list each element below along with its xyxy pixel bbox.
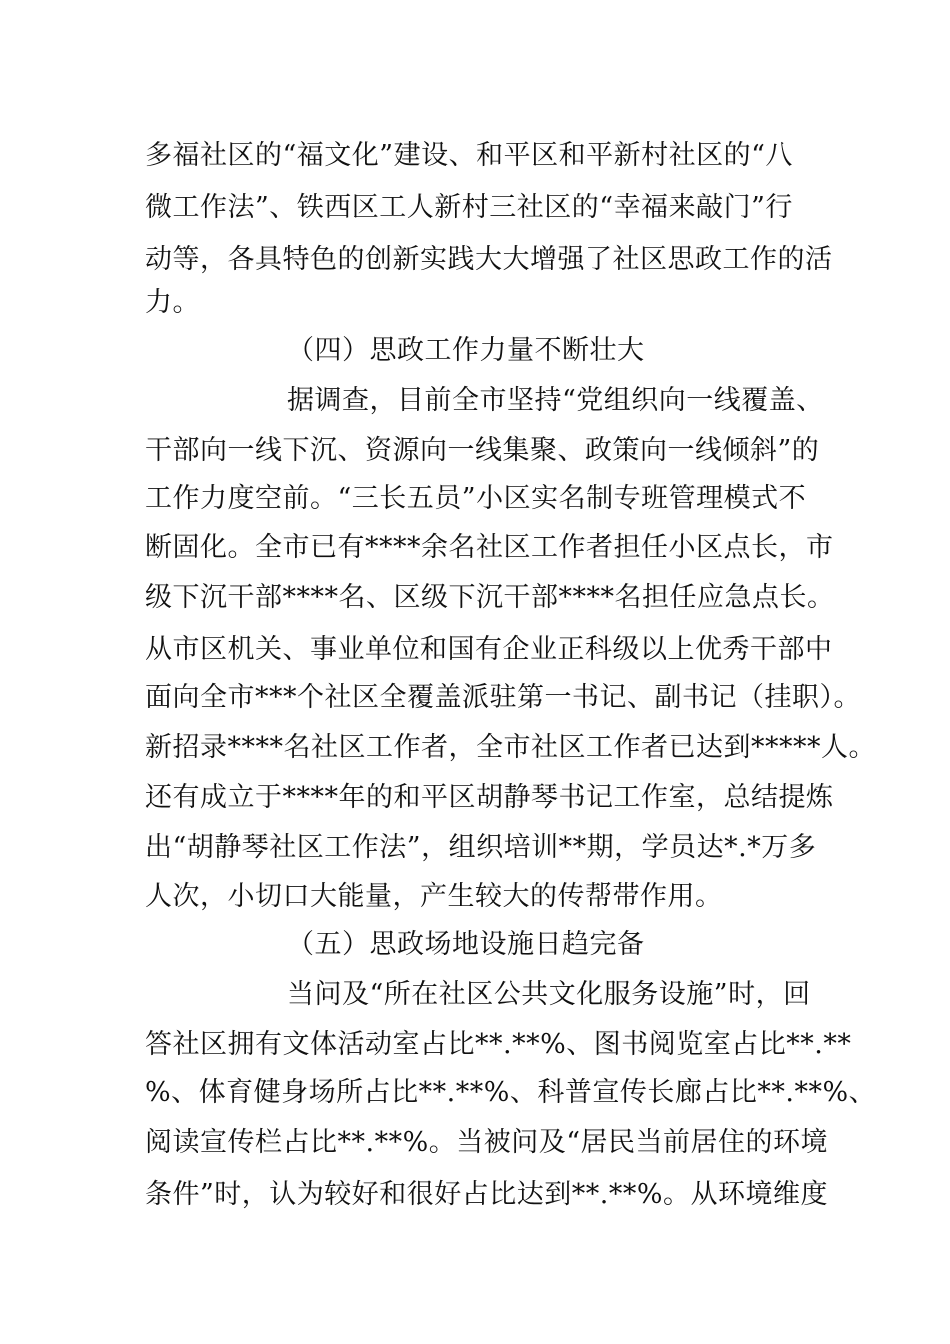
paragraph-line: 级下沉干部****名、区级下沉干部****名担任应急点长。 bbox=[145, 582, 835, 613]
paragraph-line: 微工作法”、铁西区工人新村三社区的“幸福来敲门”行 bbox=[145, 192, 793, 223]
paragraph-line: 多福社区的“福文化”建设、和平区和平新村社区的“八 bbox=[145, 140, 793, 171]
paragraph-line: 力。 bbox=[145, 287, 200, 318]
paragraph-line: 条件”时，认为较好和很好占比达到**.**%。从环境维度 bbox=[145, 1179, 829, 1210]
paragraph-line: 干部向一线下沉、资源向一线集聚、政策向一线倾斜”的 bbox=[145, 435, 820, 466]
paragraph-line: 面向全市***个社区全覆盖派驻第一书记、副书记（挂职）。 bbox=[145, 682, 861, 713]
paragraph-line: 阅读宣传栏占比**.**%。当被问及“居民当前居住的环境 bbox=[145, 1127, 829, 1158]
paragraph-line: %、体育健身场所占比**.**%、科普宣传长廊占比**.**%、 bbox=[145, 1077, 877, 1108]
paragraph-line: 据调查，目前全市坚持“党组织向一线覆盖、 bbox=[287, 385, 824, 416]
paragraph-line: 人次，小切口大能量，产生较大的传帮带作用。 bbox=[145, 881, 723, 912]
paragraph-line: 新招录****名社区工作者，全市社区工作者已达到*****人。 bbox=[145, 732, 876, 763]
paragraph-line: 答社区拥有文体活动室占比**.**%、图书阅览室占比**.** bbox=[145, 1029, 852, 1060]
section-heading-4: （四）思政工作力量不断壮大 bbox=[287, 335, 645, 366]
paragraph-line: 还有成立于****年的和平区胡静琴书记工作室，总结提炼 bbox=[145, 782, 834, 813]
paragraph-line: 从市区机关、事业单位和国有企业正科级以上优秀干部中 bbox=[145, 634, 833, 665]
paragraph-line: 出“胡静琴社区工作法”，组织培训**期，学员达*.*万多 bbox=[145, 832, 817, 863]
paragraph-line: 动等，各具特色的创新实践大大增强了社区思政工作的活 bbox=[145, 244, 833, 275]
section-heading-5: （五）思政场地设施日趋完备 bbox=[287, 929, 645, 960]
paragraph-line: 当问及“所在社区公共文化服务设施”时，回 bbox=[287, 979, 811, 1010]
paragraph-line: 工作力度空前。“三长五员”小区实名制专班管理模式不 bbox=[145, 483, 807, 514]
paragraph-line: 断固化。全市已有****余名社区工作者担任小区点长，市 bbox=[145, 532, 834, 563]
